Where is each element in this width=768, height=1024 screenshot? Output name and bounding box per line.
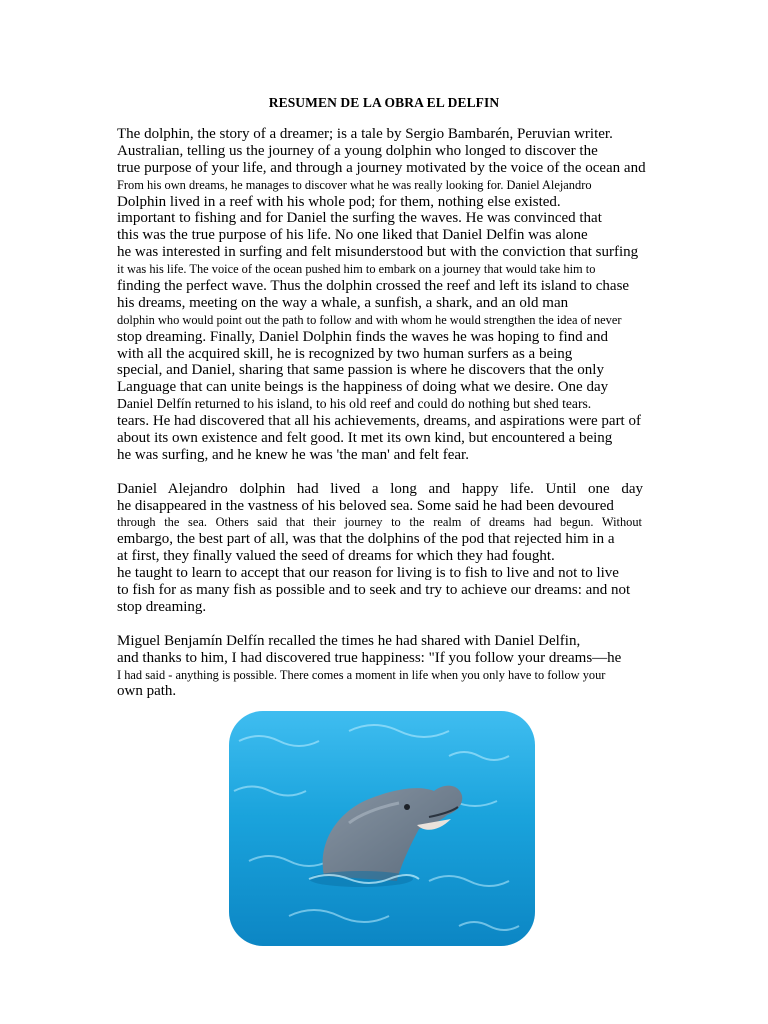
text-line: dolphin who would point out the path to follow and with whom he would strengthen the idea of never	[117, 312, 622, 327]
text-line: finding the perfect wave. Thus the dolphin crossed the reef and left its island to chase	[117, 278, 630, 295]
text-line: through the sea. Others said that their journey to the realm of dreams had begun. Without	[117, 515, 642, 530]
text-line: about its own existence and felt good. It met its own kind, but encountered a being	[117, 430, 613, 447]
text-line: Dolphin lived in a reef with his whole pod; for them, nothing else existed.	[117, 193, 561, 210]
text-line: it was his life. The voice of the ocean pushed him to embark on a journey that would take him to	[117, 262, 596, 277]
text-line: stop dreaming.	[117, 598, 207, 615]
text-line: he disappeared in the vastness of his beloved sea. Some said he had been devoured	[117, 497, 614, 514]
text-line: this was the true purpose of his life. No one liked that Daniel Delfin was alone	[117, 227, 588, 244]
text-line: and thanks to him, I had discovered true happiness: "If you follow your dreams—he	[117, 649, 622, 666]
text-line: Language that can unite beings is the happiness of doing what we desire. One day	[117, 379, 609, 396]
text-line: I had said - anything is possible. There comes a moment in life when you only have to follow your	[117, 667, 606, 682]
text-line: his dreams, meeting on the way a whale, a sunfish, a shark, and an old man	[117, 294, 569, 311]
text-line: important to fishing and for Daniel the surfing the waves. He was convinced that	[117, 210, 602, 227]
text-line: Miguel Benjamín Delfín recalled the times he had shared with Daniel Delfin,	[117, 632, 581, 649]
text-line: special, and Daniel, sharing that same passion is where he discovers that the only	[117, 362, 604, 379]
text-line: at first, they finally valued the seed of dreams for which they had fought.	[117, 548, 555, 565]
dolphin-photo	[229, 711, 535, 946]
text-line: Daniel Delfín returned to his island, to his old reef and could do nothing but shed tears.	[117, 396, 592, 412]
text-line: embargo, the best part of all, was that the dolphins of the pod that rejected him in a	[117, 531, 615, 548]
document-body	[117, 126, 697, 700]
text-line: From his own dreams, he manages to discover what he was really looking for. Daniel Alejandro	[117, 177, 592, 192]
text-line: Daniel Alejandro dolphin had lived a long and happy life. Until one day	[117, 480, 643, 497]
text-line: The dolphin, the story of a dreamer; is a tale by Sergio Bambarén, Peruvian writer.	[117, 126, 613, 142]
text-line: with all the acquired skill, he is recognized by two human surfers as a being	[117, 345, 573, 362]
text-line: he was surfing, and he knew he was 'the man' and felt fear.	[117, 446, 469, 463]
text-line: Australian, telling us the journey of a young dolphin who longed to discover the	[117, 142, 598, 159]
text-line: he was interested in surfing and felt misunderstood but with the conviction that surfing	[117, 244, 639, 261]
text-line: he taught to learn to accept that our reason for living is to fish to live and not to live	[117, 565, 619, 582]
text-line: tears. He had discovered that all his achievements, dreams, and aspirations were part of	[117, 413, 641, 430]
text-line: true purpose of your life, and through a journey motivated by the voice of the ocean and	[117, 159, 646, 176]
text-line: stop dreaming. Finally, Daniel Dolphin finds the waves he was hoping to find and	[117, 328, 609, 345]
text-line: to fish for as many fish as possible and to seek and try to achieve our dreams: and not	[117, 582, 631, 599]
text-line: own path.	[117, 683, 177, 700]
dolphin-image	[229, 711, 535, 946]
document-title: RESUMEN DE LA OBRA EL DELFIN	[268, 95, 500, 110]
